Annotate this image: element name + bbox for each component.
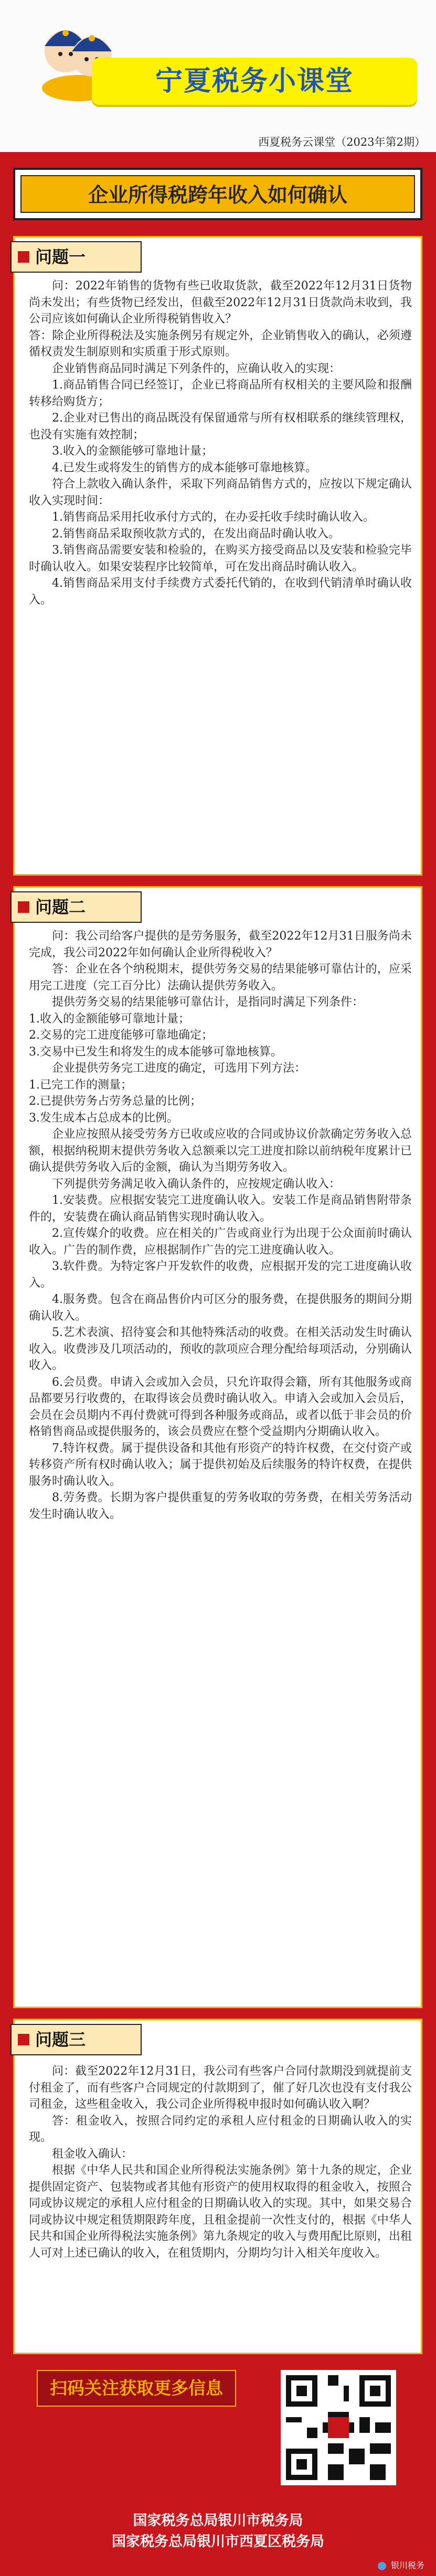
paragraph: 答：租金收入，按照合同约定的承租人应付租金的日期确认收入的实现。: [29, 2114, 412, 2144]
footer: [0, 2370, 436, 2576]
paragraph: 问：我公司给客户提供的是劳务服务，截至2022年12月31日服务尚未完成，我公司2022年如何确认企业所得税收入？: [29, 930, 412, 960]
header-title: 宁夏税务小课堂: [92, 58, 417, 105]
question-body-1: [29, 278, 412, 608]
question-label-1: [10, 241, 142, 273]
header: [0, 0, 436, 152]
watermark-text: 银川税务: [390, 2560, 424, 2570]
paragraph: 企业销售商品同时满足下列条件的，应确认收入的实现：: [52, 362, 341, 375]
qr-code-icon[interactable]: [281, 2370, 396, 2485]
topic-banner: [13, 168, 422, 220]
question-body-2: [29, 928, 412, 1523]
watermark: [378, 2559, 424, 2571]
paragraph: 问：2022年销售的货物有些已收取货款，截至2022年12月31日货物尚未发出；有些货物已经发出，但截至2022年12月31日货款尚未收到，我公司应该如何确认企业所得税销售收入？: [29, 279, 412, 326]
question-label-text: 问题三: [35, 2030, 86, 2050]
question-label-text: 问题一: [35, 247, 86, 267]
paragraph: 答：除企业所得税法及实施条例另有规定外，企业销售收入的确认，必须遵循权责发生制原则和实质重于形式原则。: [29, 329, 412, 359]
question-label-2: [10, 891, 142, 923]
paragraph: 2.企业对已售出的商品既没有保留通常与所有权相联系的继续管理权，也没有实施有效控制；: [29, 412, 412, 441]
topic-title: 企业所得税跨年收入如何确认: [20, 175, 415, 213]
footer-org-line-1: 国家税务总局银川市税务局: [133, 2513, 303, 2529]
wechat-channel-icon: [378, 2562, 386, 2570]
question-label-3: [10, 2024, 142, 2055]
scan-qr-label: 扫码关注获取更多信息: [37, 2370, 236, 2407]
paragraph: 1.商品销售合同已经签订，企业已将商品所有权相关的主要风险和报酬转移给购货方；: [29, 379, 412, 408]
paragraph: 7.特许权费。属于提供设备和其他有形资产的特许权费，在交付资产或转移资产所有权时确认收入；属于提供初始及后续服务的特许权费，在提供服务时确认收入。: [29, 1441, 412, 1488]
paragraph: 3.销售商品需要安装和检验的，在购买方接受商品以及安装和检验完毕时确认收入。如果安装程序比较简单，可在发出商品时确认收入。: [29, 544, 412, 574]
paragraph: 3.发生成本占总成本的比例。: [29, 1111, 178, 1125]
paragraph: 1.收入的金额能够可靠地计量；: [29, 1012, 190, 1026]
paragraph: 4.已发生或将发生的销售方的成本能够可靠地核算。: [52, 461, 317, 475]
header-subtitle: 西夏税务云课堂（2023年第2期）: [258, 136, 426, 148]
paragraph: 下列提供劳务满足收入确认条件的，应按规定确认收入：: [52, 1177, 341, 1191]
footer-org-line-2: 国家税务总局银川市西夏区税务局: [112, 2534, 324, 2550]
paragraph: 3.软件费。为特定客户开发软件的收费，应根据开发的完工进度确认收入。: [29, 1260, 412, 1290]
paragraph: 3.收入的金额能够可靠地计量；: [52, 445, 213, 458]
paragraph: 根据《中华人民共和国企业所得税法实施条例》第十九条的规定，企业提供固定资产、包装物或者其他有形资产的使用权取得的租金收入，按照合同或协议规定的承租人应付租金的日期确认收入的实现。其中，如果交易合同或协议中规定租赁期限跨年度，且租金提前一次性支付的，根据《中华人民共和国企业所得税法实施条例》第九条规定的收入与费用配比原则，出租人可对上述已确认的收入，在租赁期内，分期均匀计入相关年度收入。: [29, 2164, 412, 2260]
question-label-text: 问题二: [35, 897, 86, 917]
paragraph: 答：企业在各个纳税期末，提供劳务交易的结果能够可靠估计的，应采用完工进度（完工百分比）法确认提供劳务收入。: [29, 963, 412, 993]
question-body-3: [29, 2063, 412, 2261]
paragraph: 企业应按照从接受劳务方已收或应收的合同或协议价款确定劳务收入总额，根据纳税期末提供劳务收入总额乘以完工进度扣除以前纳税年度累计已确认提供劳务收入后的金额，确认为当期劳务收入。: [29, 1128, 412, 1174]
paragraph: 2.宣传媒介的收费。应在相关的广告或商业行为出现于公众面前时确认收入。广告的制作费，应根据制作广告的完工进度确认收入。: [29, 1227, 412, 1257]
square-bullet-icon: [18, 2034, 29, 2045]
paragraph: 租金收入确认：: [52, 2147, 133, 2161]
paragraph: 3.交易中已发生和将发生的成本能够可靠地核算。: [29, 1045, 282, 1059]
square-bullet-icon: [18, 901, 29, 913]
paragraph: 5.艺术表演、招待宴会和其他特殊活动的收费。在相关活动发生时确认收入。收费涉及几项活动的，预收的款项应合理分配给每项活动，分别确认收入。: [29, 1326, 412, 1372]
paragraph: 2.已提供劳务占劳务总量的比例；: [29, 1095, 201, 1108]
paragraph: 企业提供劳务完工进度的确定，可选用下列方法：: [52, 1062, 306, 1075]
square-bullet-icon: [18, 251, 29, 263]
paragraph: 8.劳务费。长期为客户提供重复的劳务收取的劳务费，在相关劳务活动发生时确认收入。: [29, 1491, 412, 1521]
paragraph: 问：截至2022年12月31日，我公司有些客户合同付款期没到就提前支付租金了，而有些客户合同规定的付款期到了，催了好几次也没有支付我公司租金，这些租金收入，我公司企业所得税申报时如何确认收入啊？: [29, 2065, 412, 2111]
paragraph: 1.安装费。应根据安装完工进度确认收入。安装工作是商品销售附带条件的，安装费在确认商品销售实现时确认收入。: [29, 1194, 412, 1224]
paragraph: 符合上款收入确认条件，采取下列商品销售方式的，应按以下规定确认收入实现时间：: [29, 478, 412, 508]
paragraph: 4.服务费。包含在商品售价内可区分的服务费，在提供服务的期间分期确认收入。: [29, 1293, 412, 1323]
paragraph: 1.销售商品采用托收承付方式的，在办妥托收手续时确认收入。: [52, 511, 375, 524]
paragraph: 2.交易的完工进度能够可靠地确定；: [29, 1029, 213, 1042]
paragraph: 1.已完工作的测量；: [29, 1078, 132, 1092]
paragraph: 提供劳务交易的结果能够可靠估计，是指同时满足下列条件：: [52, 996, 364, 1009]
paragraph: 4.销售商品采用支付手续费方式委托代销的，在收到代销清单时确认收入。: [29, 577, 412, 607]
paragraph: 2.销售商品采取预收款方式的，在发出商品时确认收入。: [52, 527, 340, 541]
paragraph: 6.会员费。申请入会或加入会员，只允许取得会籍，所有其他服务或商品都要另行收费的，在取得该会员费时确认收入。申请入会或加入会员后，会员在会员期内不再付费就可得到各种服务或商品，或者以低于非会员的价格销售商品或提供服务的，该会员费应在整个受益期内分期确认收入。: [29, 1375, 412, 1438]
